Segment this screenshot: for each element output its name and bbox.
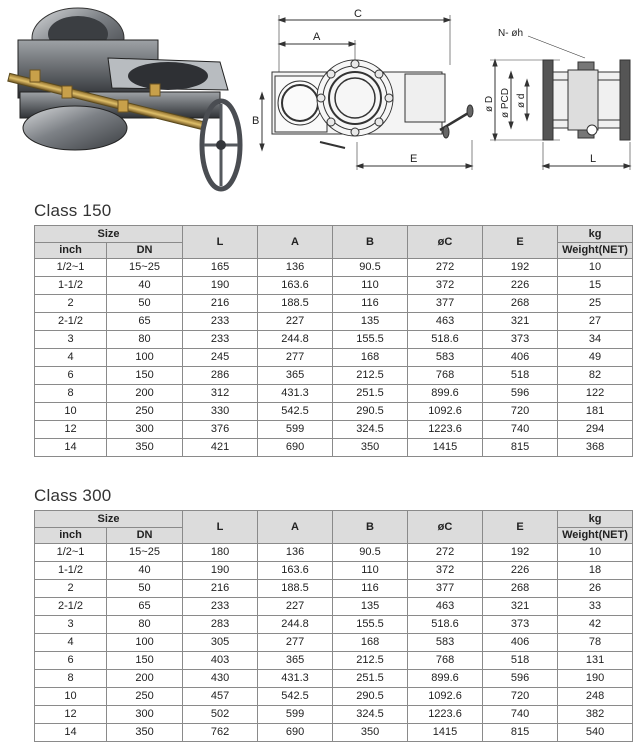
cell-c: 1092.6 (408, 688, 483, 706)
cell-weight: 27 (558, 313, 633, 331)
cell-inch: 1-1/2 (35, 277, 107, 295)
dimension-label-l: L (590, 153, 597, 165)
class-300-title: Class 300 (34, 486, 112, 505)
table-row (35, 313, 633, 331)
cell-b: 168 (333, 349, 408, 367)
cell-l: 180 (183, 544, 258, 562)
cell-c: 1223.6 (408, 706, 483, 724)
table-row (35, 652, 633, 670)
cell-l: 502 (183, 706, 258, 724)
cell-dn: 100 (107, 634, 183, 652)
cell-l: 762 (183, 724, 258, 742)
cell-l: 376 (183, 421, 258, 439)
cell-b: 251.5 (333, 670, 408, 688)
cell-b: 350 (333, 724, 408, 742)
cell-dn: 80 (107, 616, 183, 634)
table-row (35, 421, 633, 439)
cell-a: 136 (258, 259, 333, 277)
cell-inch: 1-1/2 (35, 562, 107, 580)
cell-dn: 200 (107, 670, 183, 688)
cell-inch: 2 (35, 295, 107, 313)
cell-c: 463 (408, 598, 483, 616)
cell-weight: 82 (558, 367, 633, 385)
dimension-label-id: ø d (516, 93, 527, 108)
table-row (35, 385, 633, 403)
cell-e: 720 (483, 403, 558, 421)
front-view-drawing (260, 15, 473, 170)
header-dn: DN (107, 528, 183, 544)
table-row (35, 403, 633, 421)
cell-c: 518.6 (408, 331, 483, 349)
cell-dn: 65 (107, 313, 183, 331)
cell-a: 365 (258, 367, 333, 385)
header-weight: Weight(NET) (558, 528, 633, 544)
class-300-table (34, 510, 633, 742)
table-row (35, 616, 633, 634)
cell-inch: 12 (35, 706, 107, 724)
table-row (35, 349, 633, 367)
cell-c: 372 (408, 562, 483, 580)
cell-dn: 300 (107, 421, 183, 439)
cell-dn: 80 (107, 331, 183, 349)
cell-weight: 122 (558, 385, 633, 403)
cell-e: 321 (483, 598, 558, 616)
dimension-label-e: E (410, 153, 418, 165)
cell-a: 227 (258, 313, 333, 331)
cell-l: 305 (183, 634, 258, 652)
cell-b: 135 (333, 313, 408, 331)
table-row (35, 259, 633, 277)
cell-b: 110 (333, 277, 408, 295)
cell-e: 406 (483, 349, 558, 367)
cell-dn: 40 (107, 277, 183, 295)
dimension-label-holes: N- øh (498, 28, 523, 39)
cell-inch: 3 (35, 616, 107, 634)
cell-e: 226 (483, 277, 558, 295)
cell-inch: 2 (35, 580, 107, 598)
header-kg: kg (558, 226, 633, 243)
table-row (35, 439, 633, 457)
header-size: Size (35, 511, 183, 528)
cell-a: 188.5 (258, 295, 333, 313)
table-row (35, 562, 633, 580)
cell-b: 116 (333, 295, 408, 313)
cell-e: 596 (483, 670, 558, 688)
cell-l: 245 (183, 349, 258, 367)
header-e: E (483, 226, 558, 259)
cell-e: 740 (483, 421, 558, 439)
cell-a: 244.8 (258, 616, 333, 634)
header-kg: kg (558, 511, 633, 528)
table-row (35, 688, 633, 706)
cell-a: 431.3 (258, 670, 333, 688)
cell-l: 190 (183, 277, 258, 295)
cell-b: 290.5 (333, 403, 408, 421)
cell-a: 277 (258, 349, 333, 367)
table-row (35, 544, 633, 562)
cell-a: 690 (258, 724, 333, 742)
cell-dn: 150 (107, 367, 183, 385)
cell-inch: 1/2~1 (35, 544, 107, 562)
cell-weight: 42 (558, 616, 633, 634)
cell-e: 268 (483, 295, 558, 313)
cell-weight: 131 (558, 652, 633, 670)
cell-inch: 14 (35, 724, 107, 742)
cell-weight: 15 (558, 277, 633, 295)
table-row (35, 277, 633, 295)
cell-inch: 12 (35, 421, 107, 439)
header-l: L (183, 511, 258, 544)
cell-b: 155.5 (333, 616, 408, 634)
header-b: B (333, 226, 408, 259)
cell-b: 135 (333, 598, 408, 616)
cell-weight: 10 (558, 544, 633, 562)
cell-inch: 8 (35, 385, 107, 403)
cell-e: 518 (483, 367, 558, 385)
cell-l: 283 (183, 616, 258, 634)
cell-dn: 200 (107, 385, 183, 403)
table-row (35, 580, 633, 598)
cell-e: 518 (483, 652, 558, 670)
header-inch: inch (35, 528, 107, 544)
cell-c: 377 (408, 295, 483, 313)
cell-dn: 350 (107, 439, 183, 457)
header-dn: DN (107, 243, 183, 259)
table-row (35, 295, 633, 313)
table-row (35, 598, 633, 616)
header-e: E (483, 511, 558, 544)
cell-b: 212.5 (333, 652, 408, 670)
cell-c: 768 (408, 652, 483, 670)
cell-e: 192 (483, 544, 558, 562)
cell-l: 457 (183, 688, 258, 706)
cell-weight: 294 (558, 421, 633, 439)
cell-inch: 4 (35, 349, 107, 367)
cell-a: 163.6 (258, 562, 333, 580)
cell-l: 330 (183, 403, 258, 421)
cell-weight: 248 (558, 688, 633, 706)
cell-c: 583 (408, 634, 483, 652)
cell-e: 373 (483, 331, 558, 349)
cell-l: 216 (183, 295, 258, 313)
cell-dn: 100 (107, 349, 183, 367)
valve-drawings (0, 0, 640, 195)
class-150-table (34, 225, 633, 457)
cell-inch: 2-1/2 (35, 313, 107, 331)
table-row (35, 706, 633, 724)
cell-dn: 50 (107, 580, 183, 598)
table-row (35, 634, 633, 652)
cell-e: 226 (483, 562, 558, 580)
header-c: øC (408, 511, 483, 544)
table-row (35, 670, 633, 688)
cell-c: 1092.6 (408, 403, 483, 421)
cell-weight: 382 (558, 706, 633, 724)
cell-l: 216 (183, 580, 258, 598)
cell-dn: 50 (107, 295, 183, 313)
cell-c: 272 (408, 544, 483, 562)
cell-a: 599 (258, 421, 333, 439)
cell-b: 110 (333, 562, 408, 580)
cell-b: 350 (333, 439, 408, 457)
cell-l: 233 (183, 598, 258, 616)
class-150-title: Class 150 (34, 201, 112, 220)
cell-weight: 33 (558, 598, 633, 616)
cell-c: 272 (408, 259, 483, 277)
cell-inch: 3 (35, 331, 107, 349)
cell-c: 1415 (408, 724, 483, 742)
cell-weight: 181 (558, 403, 633, 421)
dimension-label-pcd: ø PCD (500, 88, 511, 118)
side-view-drawing (490, 36, 630, 170)
cell-dn: 15~25 (107, 544, 183, 562)
cell-a: 431.3 (258, 385, 333, 403)
table-row (35, 367, 633, 385)
cell-c: 899.6 (408, 670, 483, 688)
header-a: A (258, 511, 333, 544)
cell-b: 290.5 (333, 688, 408, 706)
cell-e: 373 (483, 616, 558, 634)
cell-c: 583 (408, 349, 483, 367)
cell-e: 596 (483, 385, 558, 403)
cell-a: 542.5 (258, 403, 333, 421)
cell-l: 233 (183, 331, 258, 349)
header-b: B (333, 511, 408, 544)
cell-weight: 49 (558, 349, 633, 367)
cell-inch: 6 (35, 367, 107, 385)
cell-e: 192 (483, 259, 558, 277)
header-weight: Weight(NET) (558, 243, 633, 259)
cell-e: 720 (483, 688, 558, 706)
cell-inch: 10 (35, 403, 107, 421)
cell-dn: 250 (107, 403, 183, 421)
cell-dn: 300 (107, 706, 183, 724)
cell-inch: 6 (35, 652, 107, 670)
cell-a: 690 (258, 439, 333, 457)
cell-dn: 150 (107, 652, 183, 670)
cell-e: 321 (483, 313, 558, 331)
dimension-label-od: ø D (484, 95, 495, 112)
cell-l: 165 (183, 259, 258, 277)
cell-dn: 350 (107, 724, 183, 742)
cell-c: 899.6 (408, 385, 483, 403)
cell-inch: 4 (35, 634, 107, 652)
cell-b: 168 (333, 634, 408, 652)
cell-a: 542.5 (258, 688, 333, 706)
cell-l: 286 (183, 367, 258, 385)
table-row (35, 724, 633, 742)
cell-a: 163.6 (258, 277, 333, 295)
cell-dn: 250 (107, 688, 183, 706)
cell-inch: 14 (35, 439, 107, 457)
cell-weight: 78 (558, 634, 633, 652)
cell-dn: 65 (107, 598, 183, 616)
cell-c: 518.6 (408, 616, 483, 634)
cell-a: 365 (258, 652, 333, 670)
cell-a: 188.5 (258, 580, 333, 598)
cell-weight: 26 (558, 580, 633, 598)
cell-b: 212.5 (333, 367, 408, 385)
cell-weight: 18 (558, 562, 633, 580)
cell-l: 430 (183, 670, 258, 688)
cell-weight: 368 (558, 439, 633, 457)
header-a: A (258, 226, 333, 259)
cell-b: 155.5 (333, 331, 408, 349)
cell-c: 768 (408, 367, 483, 385)
header-c: øC (408, 226, 483, 259)
cell-l: 312 (183, 385, 258, 403)
cell-l: 403 (183, 652, 258, 670)
cell-e: 406 (483, 634, 558, 652)
cell-b: 90.5 (333, 259, 408, 277)
cell-weight: 190 (558, 670, 633, 688)
cell-weight: 34 (558, 331, 633, 349)
cell-a: 227 (258, 598, 333, 616)
dimension-label-c: C (354, 8, 362, 20)
cell-l: 421 (183, 439, 258, 457)
dimension-label-a: A (313, 31, 321, 43)
cell-l: 233 (183, 313, 258, 331)
cell-c: 1223.6 (408, 421, 483, 439)
cell-a: 599 (258, 706, 333, 724)
cell-b: 324.5 (333, 421, 408, 439)
valve-product-image (8, 8, 240, 189)
cell-weight: 10 (558, 259, 633, 277)
cell-weight: 25 (558, 295, 633, 313)
dimension-label-b: B (252, 115, 260, 127)
cell-inch: 8 (35, 670, 107, 688)
cell-dn: 40 (107, 562, 183, 580)
cell-inch: 2-1/2 (35, 598, 107, 616)
cell-c: 1415 (408, 439, 483, 457)
cell-dn: 15~25 (107, 259, 183, 277)
cell-weight: 540 (558, 724, 633, 742)
header-size: Size (35, 226, 183, 243)
cell-c: 463 (408, 313, 483, 331)
cell-b: 116 (333, 580, 408, 598)
cell-c: 377 (408, 580, 483, 598)
cell-e: 740 (483, 706, 558, 724)
header-inch: inch (35, 243, 107, 259)
cell-l: 190 (183, 562, 258, 580)
cell-a: 136 (258, 544, 333, 562)
table-row (35, 331, 633, 349)
cell-e: 815 (483, 724, 558, 742)
cell-a: 277 (258, 634, 333, 652)
cell-e: 268 (483, 580, 558, 598)
cell-inch: 1/2~1 (35, 259, 107, 277)
cell-b: 324.5 (333, 706, 408, 724)
cell-a: 244.8 (258, 331, 333, 349)
cell-b: 251.5 (333, 385, 408, 403)
cell-c: 372 (408, 277, 483, 295)
cell-b: 90.5 (333, 544, 408, 562)
cell-inch: 10 (35, 688, 107, 706)
header-l: L (183, 226, 258, 259)
cell-e: 815 (483, 439, 558, 457)
